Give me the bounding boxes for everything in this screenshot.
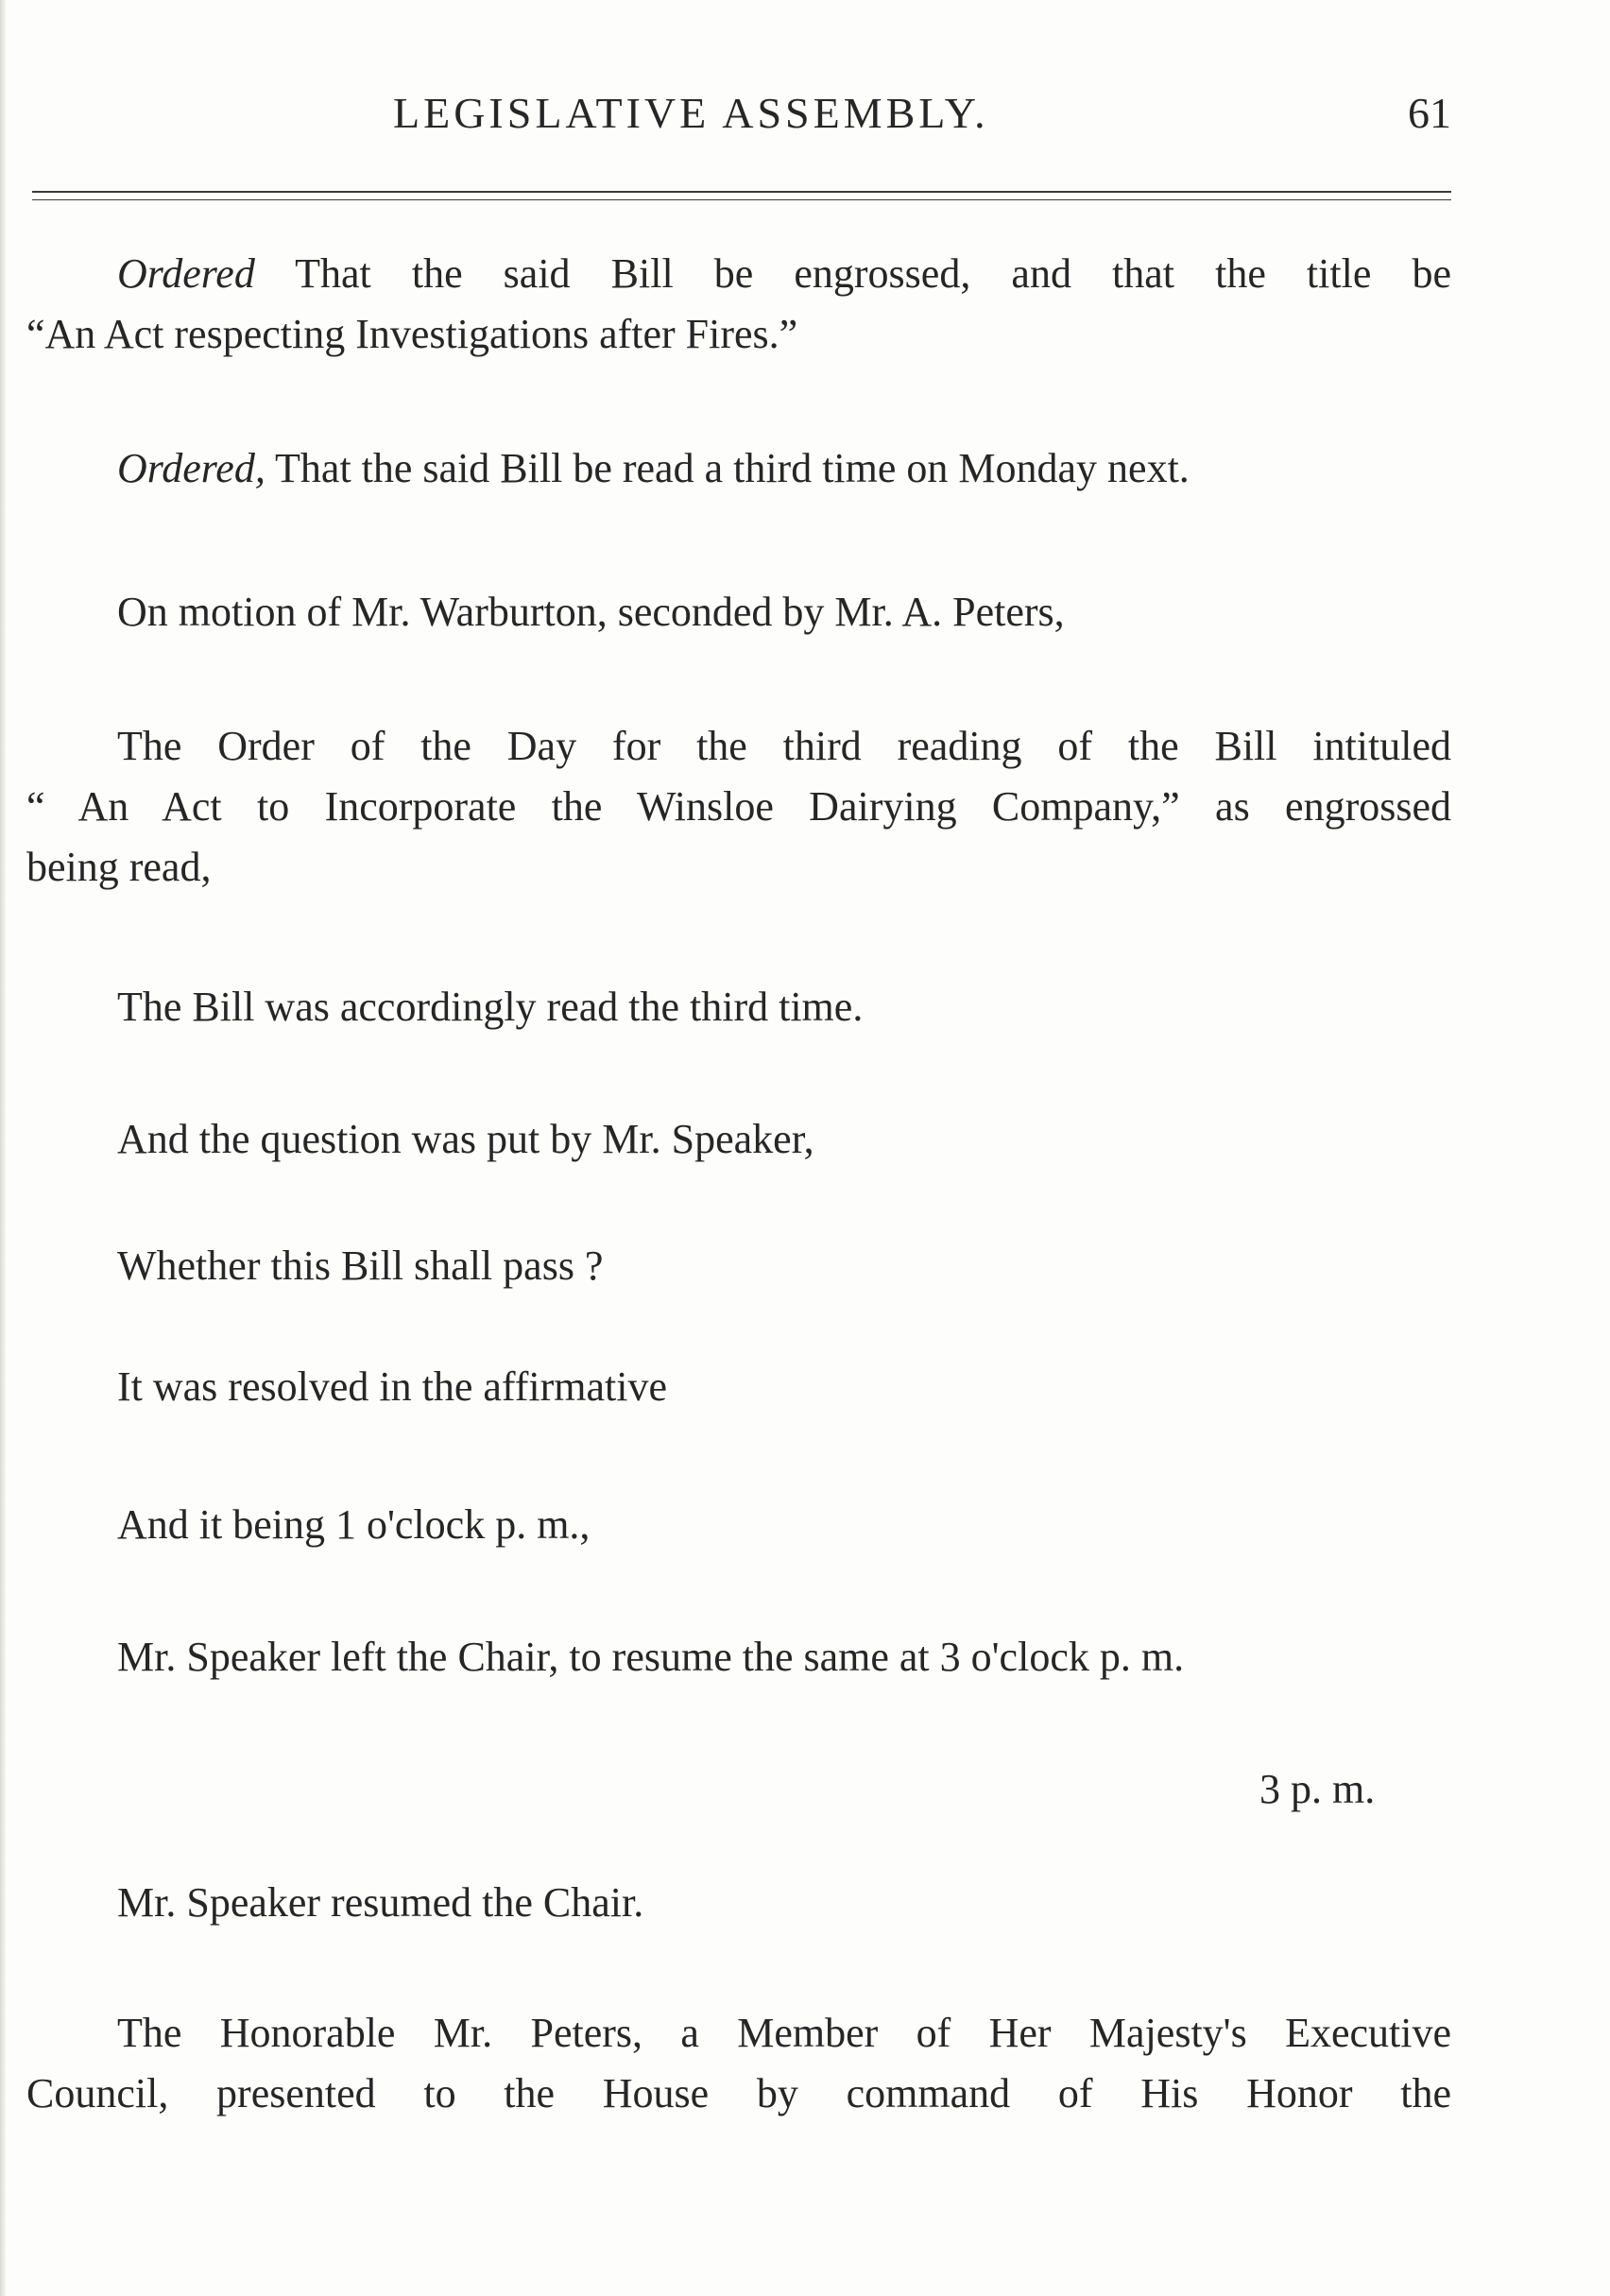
header-rule-bottom (32, 199, 1451, 200)
paragraph-one-oclock: And it being 1 o'clock p. m., (117, 1501, 591, 1548)
paragraph-ordered-engrossed-line-2: “An Act respecting Investigations after Fires.” (26, 311, 798, 357)
page-binding-edge (0, 0, 6, 2296)
paragraph-ordered-third-reading (117, 442, 1190, 495)
paragraph-honorable-peters-line-2: Council, presented to the House by command of His Honor the (26, 2070, 1451, 2116)
paragraph-speaker-left: Mr. Speaker left the Chair, to resume the same at 3 o'clock p. m. (117, 1634, 1185, 1680)
paragraph-ordered-engrossed-line-1 (117, 248, 1451, 300)
paragraph-speaker-resumed: Mr. Speaker resumed the Chair. (117, 1879, 644, 1926)
header-rule-top (32, 191, 1451, 193)
paragraph-text: That the said Bill be read a third time on Monday next. (275, 445, 1190, 491)
running-header-title: LEGISLATIVE ASSEMBLY. (393, 89, 989, 137)
ordered-italic-lead: Ordered (117, 250, 255, 297)
paragraph-question-put: And the question was put by Mr. Speaker, (117, 1116, 814, 1162)
paragraph-bill-read: The Bill was accordingly read the third time. (117, 984, 864, 1030)
paragraph-order-of-day-line-1: The Order of the Day for the third reading of the Bill intituled (117, 723, 1451, 769)
page-number: 61 (1408, 89, 1451, 137)
paragraph-whether-pass: Whether this Bill shall pass ? (117, 1242, 604, 1289)
time-marker: 3 p. m. (1259, 1766, 1376, 1812)
paragraph-honorable-peters-line-1: The Honorable Mr. Peters, a Member of Her Majesty's Executive (117, 2010, 1451, 2056)
paragraph-order-of-day-line-2: “ An Act to Incorporate the Winsloe Dairying Company,” as engrossed (26, 783, 1451, 830)
ordered-italic-lead: Ordered, (117, 445, 265, 491)
paragraph-order-of-day-line-3: being read, (26, 844, 212, 890)
paragraph-resolved: It was resolved in the affirmative (117, 1363, 667, 1410)
paragraph-text: That the said Bill be engrossed, and that the title be (295, 250, 1451, 297)
paragraph-motion: On motion of Mr. Warburton, seconded by Mr. A. Peters, (117, 589, 1065, 635)
